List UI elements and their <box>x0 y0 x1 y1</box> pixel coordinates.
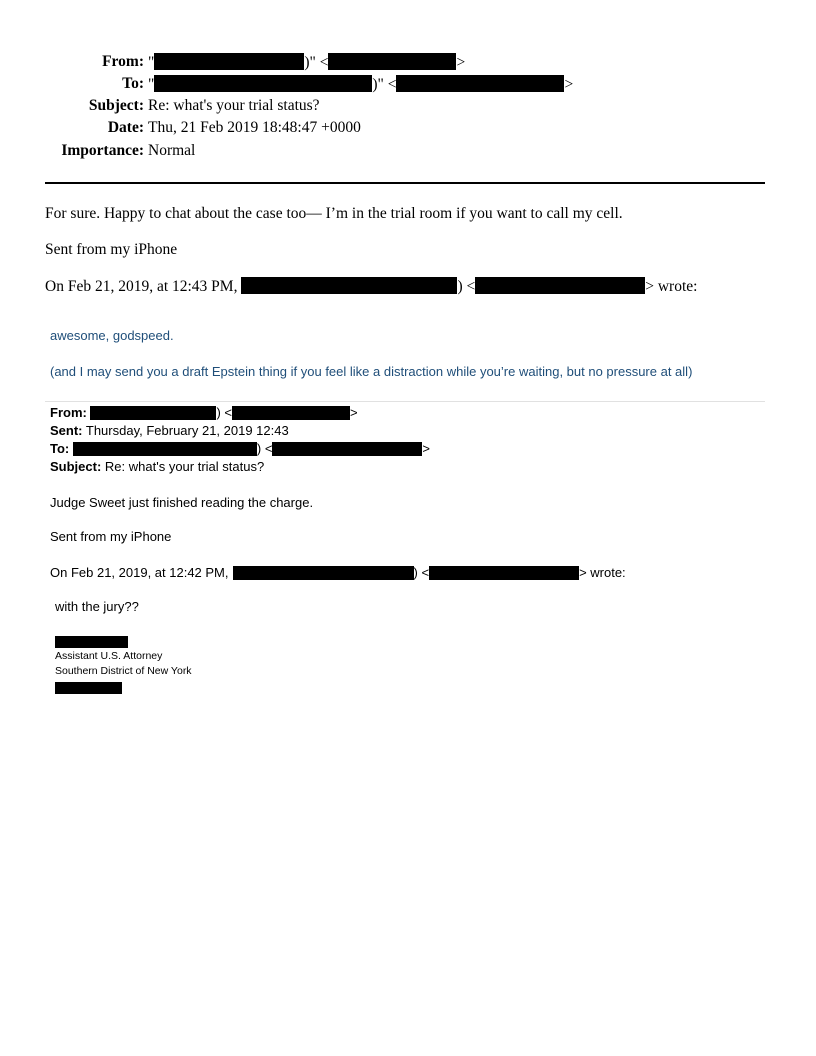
redaction-block <box>272 442 422 456</box>
fwd-inner-body: with the jury?? <box>55 599 139 614</box>
importance-label: Importance: <box>61 142 144 159</box>
from-value <box>148 53 465 72</box>
reply-quote-line <box>45 277 697 296</box>
redaction-block <box>396 75 564 92</box>
fwd-from-line <box>50 405 358 420</box>
redaction-block <box>328 53 456 70</box>
fwd-from-end: > <box>350 405 358 420</box>
redaction-block <box>154 75 372 92</box>
fwd-from-label: From: <box>50 405 87 420</box>
signature-name-redaction <box>55 636 128 648</box>
fwd-to-end: > <box>422 441 431 456</box>
reply-sent-from: Sent from my iPhone <box>45 241 178 258</box>
fwd-to-mid: ) < <box>256 441 273 456</box>
quote-suffix: > wrote: <box>645 278 698 295</box>
fwd-from-mid: ) < <box>216 405 233 420</box>
fwd-to-line <box>50 441 430 456</box>
quoted-line-2: (and I may send you a draft Epstein thing if you feel like a distraction while you’re waiting, but no pressure at all) <box>50 364 693 379</box>
subject-label: Subject: <box>88 97 144 114</box>
fwd-sent-from: Sent from my iPhone <box>50 529 172 544</box>
redaction-block <box>429 566 579 580</box>
from-quote-mid: )" < <box>304 54 329 71</box>
subject-value: Re: what's your trial status? <box>148 97 320 114</box>
fwd-sent-value: Thursday, February 21, 2019 12:43 <box>85 423 289 438</box>
from-label: From: <box>102 53 144 70</box>
redaction-block <box>73 442 257 456</box>
fwd-subject-label: Subject: <box>50 459 102 474</box>
quote-mid: ) < <box>457 278 476 295</box>
from-quote-open: " <box>148 54 155 71</box>
to-quote-open: " <box>148 76 155 93</box>
fwd-quote-mid: ) < <box>413 565 430 580</box>
signature-title: Assistant U.S. Attorney <box>55 650 163 662</box>
quote-divider <box>45 401 765 402</box>
fwd-to-label: To: <box>50 441 70 456</box>
redaction-block <box>241 277 457 294</box>
redaction-block <box>90 406 216 420</box>
redaction-block <box>232 406 350 420</box>
fwd-subject-value: Re: what's your trial status? <box>104 459 265 474</box>
header-divider <box>45 182 765 184</box>
redaction-block <box>475 277 645 294</box>
to-label: To: <box>122 75 144 92</box>
date-label: Date: <box>107 119 144 136</box>
signature-phone-redaction <box>55 682 122 694</box>
reply-body: For sure. Happy to chat about the case too— I’m in the trial room if you want to call my cell. <box>45 205 623 222</box>
to-quote-close: > <box>564 76 574 93</box>
quote-prefix: On Feb 21, 2019, at 12:43 PM, <box>45 278 238 295</box>
signature-office: Southern District of New York <box>55 665 192 677</box>
quoted-line-1: awesome, godspeed. <box>50 328 174 343</box>
fwd-subject-line <box>50 459 264 474</box>
fwd-quote-prefix: On Feb 21, 2019, at 12:42 PM, <box>50 565 229 580</box>
fwd-body: Judge Sweet just finished reading the charge. <box>50 495 314 510</box>
date-value: Thu, 21 Feb 2019 18:48:47 +0000 <box>148 119 361 136</box>
from-quote-close: > <box>456 54 466 71</box>
fwd-sent-label: Sent: <box>50 423 83 438</box>
redaction-block <box>233 566 414 580</box>
fwd-quote-suffix: > wrote: <box>579 565 626 580</box>
fwd-quote-line <box>50 565 626 580</box>
fwd-sent-line <box>50 423 289 438</box>
redaction-block <box>154 53 304 70</box>
importance-value: Normal <box>148 142 196 159</box>
to-value <box>148 75 573 94</box>
to-quote-mid: )" < <box>372 76 397 93</box>
